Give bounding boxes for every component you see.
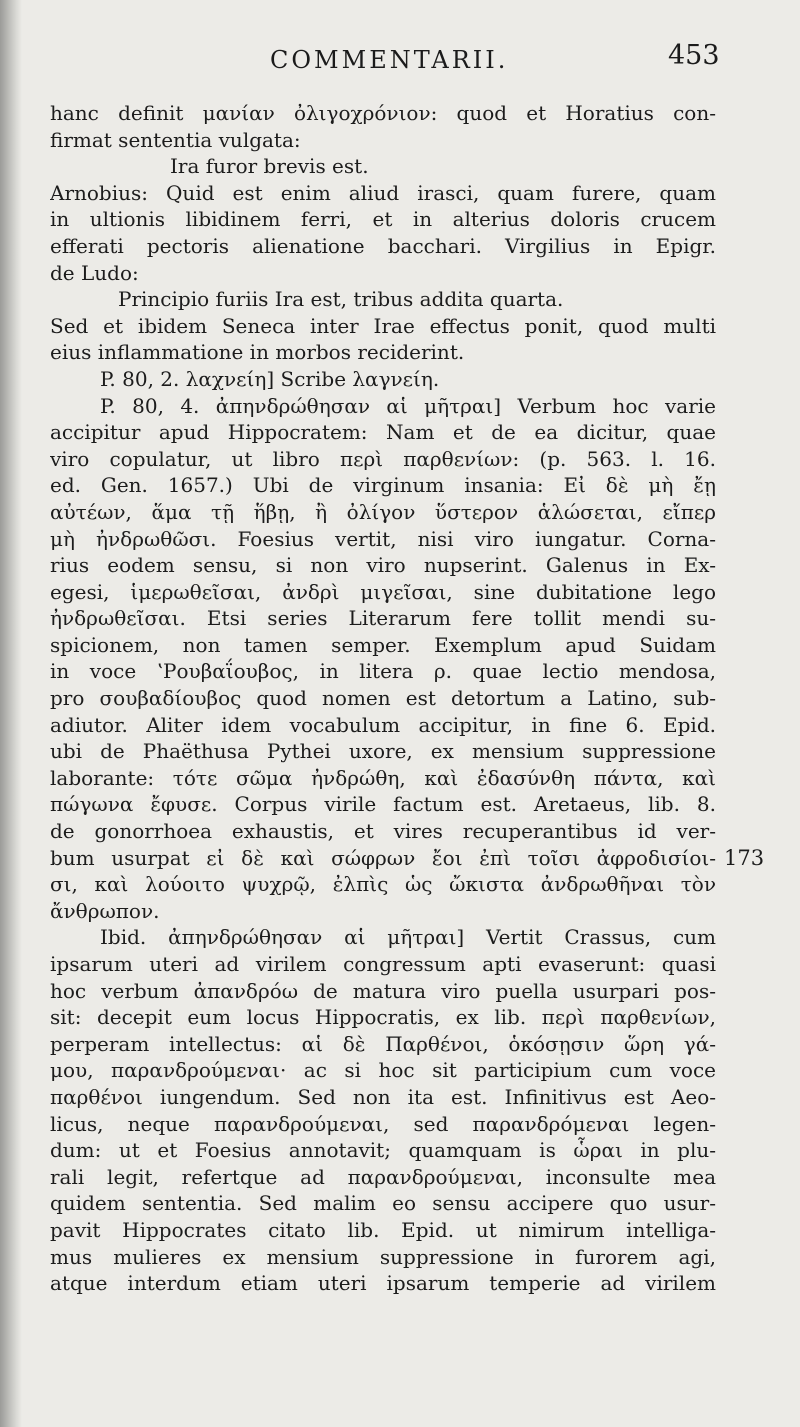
text-line: Ira furor brevis est. <box>170 154 369 179</box>
text-line: hoc verbum ἀπανδρόω de matura viro puella usurpari pos- <box>50 978 716 1003</box>
text-line: in voce ʽΡουβαΐουβος, in litera ρ. quae lectio mendosa, <box>50 659 716 684</box>
running-head: COMMENTARII. <box>270 46 509 74</box>
text-line: σι, καὶ λούοιτο ψυχρῷ, ἐλπὶς ὡς ὤκιστα ἀνδρωθῆναι τὸν <box>50 872 716 897</box>
text-line: Principio furiis Ira est, tribus addita quarta. <box>118 287 564 312</box>
page-gutter-shadow <box>0 0 22 1427</box>
text-line: ἠνδρωθεῖσαι. Etsi series Literarum fere tollit mendi su- <box>50 606 716 631</box>
text-line: accipitur apud Hippocratem: Nam et de ea dicitur, quae <box>50 420 716 445</box>
text-line: παρθένοι iungendum. Sed non ita est. Infinitivus est Aeo- <box>50 1084 716 1109</box>
text-line: hanc definit μανίαν ὀλιγοχρόνιον: quod et Horatius con- <box>50 101 716 125</box>
text-line: efferati pectoris alienatione bacchari. Virgilius in Epigr. <box>50 233 716 258</box>
text-line: de Ludo: <box>50 260 139 285</box>
text-line: sit: decepit eum locus Hippocratis, ex lib. περὶ παρθενίων, <box>50 1005 716 1030</box>
text-line: αὐτέων, ἅμα τῇ ἥβῃ, ἢ ὀλίγον ὕστερον ἁλώσεται, εἴπερ <box>50 499 716 524</box>
text-line: ἄνθρωπον. <box>50 898 160 923</box>
text-line: dum: ut et Foesius annotavit; quamquam is ὧραι in plu- <box>50 1138 716 1163</box>
text-line: firmat sententia vulgata: <box>50 127 301 152</box>
text-line: de gonorrhoea exhaustis, et vires recuperantibus id ver- <box>50 819 716 844</box>
margin-reference-number: 173 <box>724 846 765 870</box>
text-line: μου, παρανδρούμεναι· ac si hoc sit participium cum voce <box>50 1058 716 1083</box>
text-line: Arnobius: Quid est enim aliud irasci, quam furere, quam <box>50 180 716 205</box>
text-line: quidem sententia. Sed malim eo sensu accipere quo usur- <box>50 1191 716 1216</box>
text-line: rius eodem sensu, si non viro nupserint. Galenus in Ex- <box>50 553 716 578</box>
text-line: P. 80, 4. ἀπηνδρώθησαν αἱ μῆτραι] Verbum hoc varie <box>100 393 716 418</box>
page-header <box>0 40 800 80</box>
text-line: spicionem, non tamen semper. Exemplum apud Suidam <box>50 632 716 657</box>
text-line: pro σουβαδίουβος quod nomen est detortum a Latino, sub- <box>50 686 716 711</box>
text-line: P. 80, 2. λαχνείη] Scribe λαγνείη. <box>100 366 440 391</box>
text-line: in ultionis libidinem ferri, et in alterius doloris crucem <box>50 207 716 232</box>
text-line: Sed et ibidem Seneca inter Irae effectus ponit, quod multi <box>50 313 716 338</box>
text-line: licus, neque παρανδρούμεναι, sed παρανδρόμεναι legen- <box>50 1111 716 1136</box>
text-line: πώγωνα ἔφυσε. Corpus virile factum est. Aretaeus, lib. 8. <box>50 792 716 817</box>
text-line: mus mulieres ex mensium suppressione in furorem agi, <box>50 1244 716 1269</box>
page-number: 453 <box>668 40 720 71</box>
text-line: viro copulatur, ut libro περὶ παρθενίων: (p. 563. l. 16. <box>50 446 716 471</box>
text-line: egesi, ἱμερωθεῖσαι, ἀνδρὶ μιγεῖσαι, sine dubitatione lego <box>50 579 716 604</box>
text-line: pavit Hippocrates citato lib. Epid. ut nimirum intelliga- <box>50 1217 716 1242</box>
text-line: μὴ ἠνδρωθῶσι. Foesius vertit, nisi viro iungatur. Corna- <box>50 526 716 551</box>
text-line: ed. Gen. 1657.) Ubi de virginum insania: Εἰ δὲ μὴ ἔῃ <box>50 473 716 498</box>
text-line: Ibid. ἀπηνδρώθησαν αἱ μῆτραι] Vertit Crassus, cum <box>100 925 716 950</box>
commentary-text <box>50 100 716 1297</box>
text-line: ubi de Phaëthusa Pythei uxore, ex mensium suppressione <box>50 739 716 764</box>
text-line: rali legit, refertque ad παρανδρούμεναι, inconsulte mea <box>50 1164 716 1189</box>
text-line: eius inflammatione in morbos reciderint. <box>50 340 465 365</box>
text-line: adiutor. Aliter idem vocabulum accipitur, in fine 6. Epid. <box>50 712 716 737</box>
text-line: atque interdum etiam uteri ipsarum temperie ad virilem <box>50 1271 716 1296</box>
text-line: ipsarum uteri ad virilem congressum apti evaserunt: quasi <box>50 952 716 976</box>
text-line: bum usurpat εἰ δὲ καὶ σώφρων ἔοι ἐπὶ τοῖσι ἀφροδισίοι- <box>50 845 716 870</box>
text-line: laborante: τότε σῶμα ἠνδρώθη, καὶ ἐδασύνθη πάντα, καὶ <box>50 765 716 790</box>
text-line: perperam intellectus: αἱ δὲ Παρθένοι, ὁκόσῃσιν ὥρη γά- <box>50 1031 716 1056</box>
